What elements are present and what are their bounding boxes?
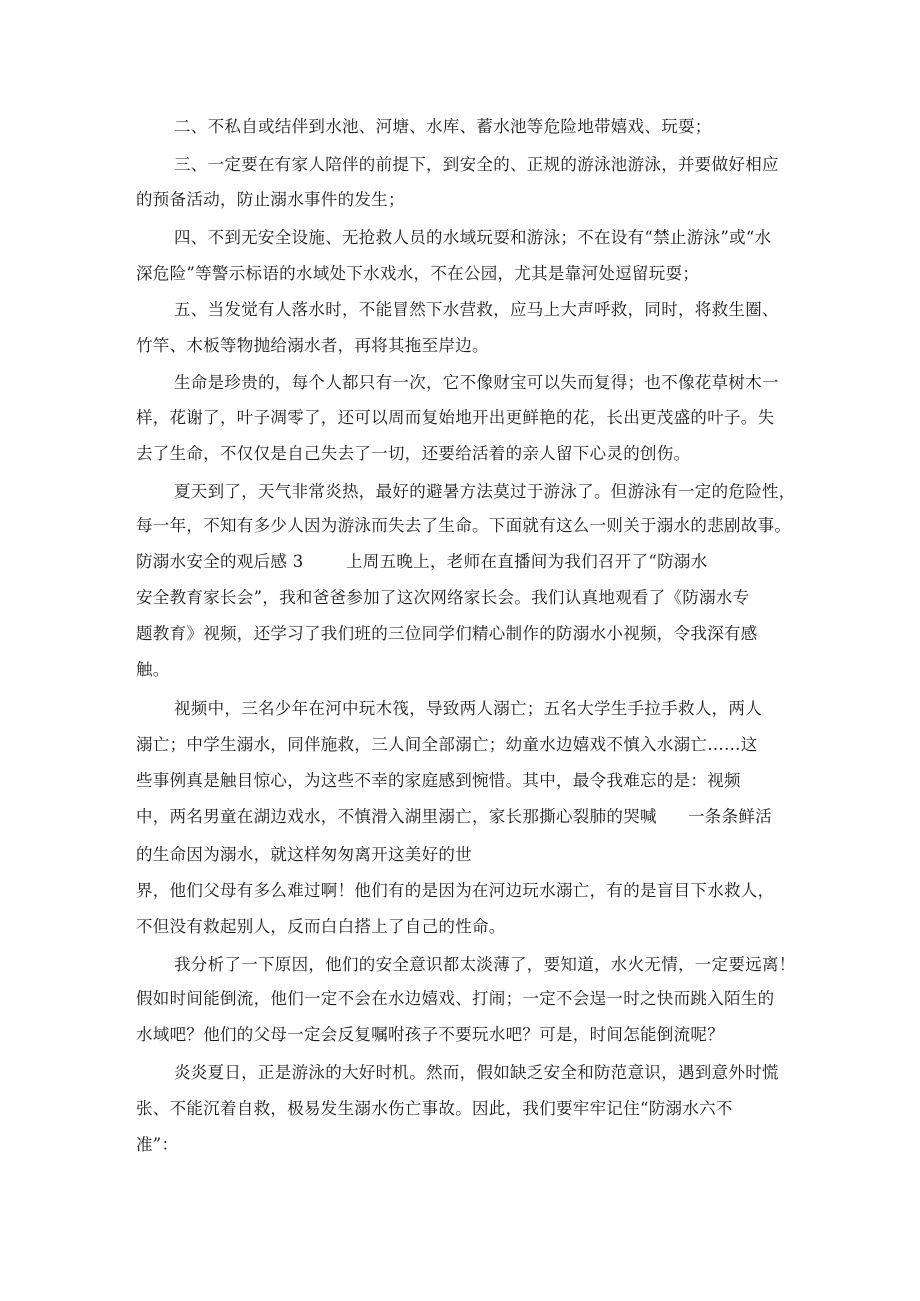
text-line: 我分析了一下原因，他们的安全意识都太淡薄了，要知道，水火无情，一定要远离！ — [174, 955, 796, 974]
text-line: 去了生命，不仅仅是自己失去了一切，还要给活着的亲人留下心灵的创伤。 — [136, 444, 691, 463]
text-line: 一条条鲜活 — [688, 807, 772, 826]
text-line: 不但没有救起别人，反而白白搭上了自己的性命。 — [136, 917, 506, 936]
text-line: 准”： — [136, 1135, 179, 1154]
text-line: 题教育》视频，还学习了我们班的三位同学们精心制作的防溺水小视频，令我深有感 — [136, 624, 758, 643]
text-line: 生命是珍贵的，每个人都只有一次，它不像财宝可以失而复得；也不像花草树木一 — [174, 373, 779, 392]
text-line: 深危险”等警示标语的水域处下水戏水，不在公园，尤其是靠河处逗留玩耍； — [136, 264, 700, 283]
text-line: 假如时间能倒流，他们一定不会在水边嬉戏、打闹；一定不会逞一时之快而跳入陌生的 — [136, 989, 775, 1008]
text-line: 些事例真是触目惊心，为这些不幸的家庭感到惋惜。其中，最令我难忘的是：视频 — [136, 771, 741, 790]
text-line: 界，他们父母有多么难过啊！他们有的是因为在河边玩水溺亡，有的是盲目下水救人， — [136, 881, 775, 900]
text-line: 的预备活动，防止溺水事件的发生； — [136, 190, 405, 209]
text-line: 的生命因为溺水，就这样匆匆离开这美好的世 — [136, 845, 472, 864]
text-line: 四、不到无安全设施、无抢救人员的水域玩耍和游泳；不在设有“禁止游泳”或“水 — [174, 228, 772, 247]
text-line: 水域吧？他们的父母一定会反复嘱咐孩子不要玩水吧？可是，时间怎能倒流呢？ — [136, 1025, 724, 1044]
text-line: 中，两名男童在湖边戏水，不慎滑入湖里溺亡，家长那撕心裂肺的哭喊 — [136, 807, 657, 826]
section-heading: 防溺水安全的观后感 3 — [136, 552, 304, 571]
text-line: 溺亡；中学生溺水，同伴施救，三人间全部溺亡；幼童水边嬉戏不慎入水溺亡……这 — [136, 735, 758, 754]
text-line: 视频中，三名少年在河中玩木筏，导致两人溺亡；五名大学生手拉手救人，两人 — [174, 699, 762, 718]
text-line: 五、当发觉有人落水时，不能冒然下水营救，应马上大声呼救，同时，将救生圈、 — [174, 300, 779, 319]
text-line: 竹竿、木板等物抛给溺水者，再将其拖至岸边。 — [136, 336, 489, 355]
text-line: 张、不能沉着自救，极易发生溺水伤亡事故。因此，我们要牢牢记住“防溺水六不 — [136, 1099, 733, 1118]
text-line: 触。 — [136, 660, 170, 679]
text-line: 安全教育家长会”，我和爸爸参加了这次网络家长会。我们认真地观看了《防溺水专 — [136, 588, 750, 607]
text-line: 样，花谢了，叶子凋零了，还可以周而复始地开出更鲜艳的花，长出更茂盛的叶子。失 — [136, 408, 775, 427]
text-line: 二、不私自或结伴到水池、河塘、水库、蓄水池等危险地带嬉戏、玩耍； — [174, 117, 712, 136]
text-line: 夏天到了，天气非常炎热，最好的避暑方法莫过于游泳了。但游泳有一定的危险性， — [174, 482, 796, 501]
text-line: 三、一定要在有家人陪伴的前提下，到安全的、正规的游泳池游泳，并要做好相应 — [174, 155, 779, 174]
text-line: 炎炎夏日，正是游泳的大好时机。然而，假如缺乏安全和防范意识，遇到意外时慌 — [174, 1063, 779, 1082]
text-line: 上周五晚上，老师在直播间为我们召开了“防溺水 — [346, 552, 708, 571]
text-line: 每一年，不知有多少人因为游泳而失去了生命。下面就有这么一则关于溺水的悲剧故事。 — [136, 516, 792, 535]
